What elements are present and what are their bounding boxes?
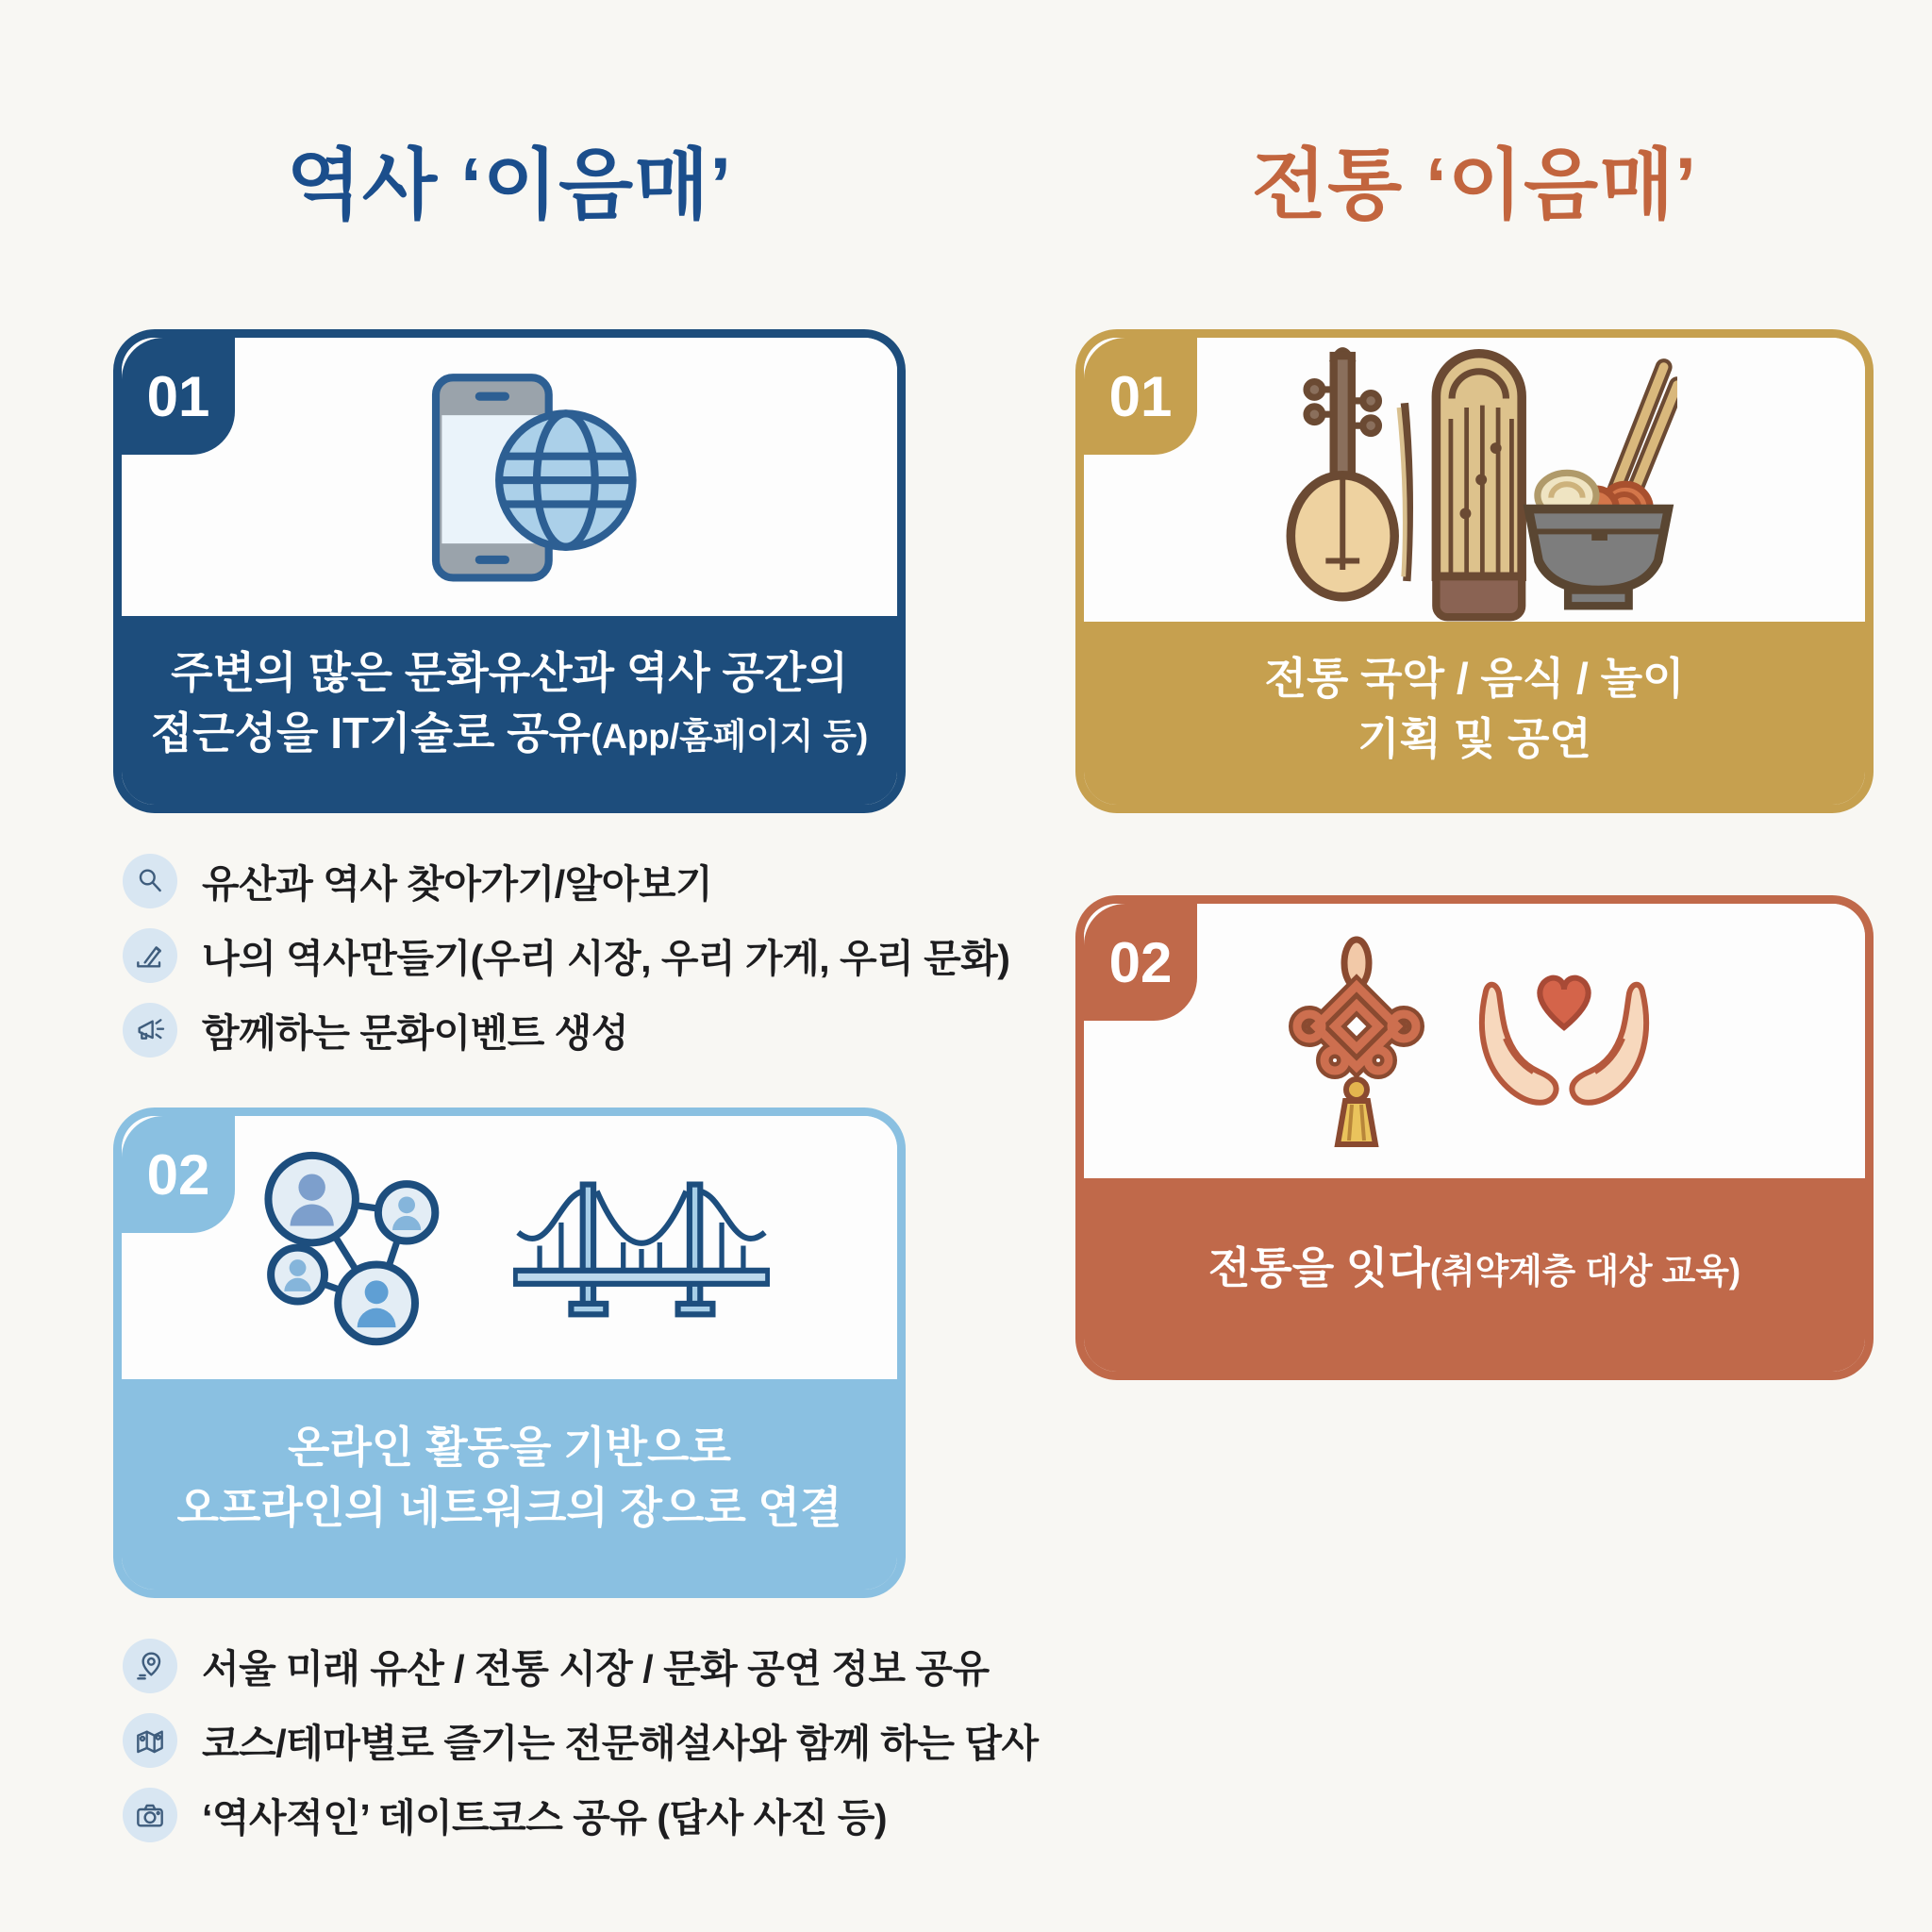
caption-line: 주변의 많은 문화유산과 역사 공간의 [171, 648, 848, 697]
page-title-tradition: 전통 ‘이음매’ [1251, 142, 1698, 228]
list-item-text: 코스/테마별로 즐기는 전문해설사와 함께 하는 답사 [202, 1722, 1039, 1766]
hands-heart-icon [1465, 952, 1663, 1131]
card-caption [1084, 622, 1865, 810]
tradition-column [1075, 0, 1874, 1380]
caption-line: 접근성을 IT기술로 공유(App/홈페이지 등) [150, 708, 869, 758]
korean-instruments-icon [1291, 351, 1522, 617]
magnifier-icon [123, 854, 177, 908]
card-number: 01 [1108, 364, 1173, 428]
card-number: 01 [146, 364, 210, 428]
caption-line: 전통 국악 / 음식 / 놀이 [1264, 654, 1685, 703]
korean-instruments-noodles-icon [1272, 338, 1677, 622]
history-column [113, 0, 1039, 1842]
list-item [123, 927, 1010, 983]
list-item [123, 1787, 906, 1842]
list-item [123, 1712, 1039, 1768]
history-card2-list [113, 1638, 1039, 1842]
caption-line: 오프라인의 네트워크의 장으로 연결 [176, 1482, 842, 1532]
caption-line: 온라인 활동을 기반으로 [288, 1422, 731, 1472]
card-number-badge [122, 338, 235, 455]
list-item-text: 함께하는 문화이벤트 생성 [202, 1011, 628, 1056]
card-number: 02 [146, 1142, 210, 1207]
card-icon-area [1084, 904, 1865, 1178]
globe-icon [499, 413, 632, 546]
location-pin-icon [123, 1639, 177, 1693]
people-network-icon [249, 1147, 475, 1348]
smartphone-globe-icon [381, 371, 638, 585]
pencil-icon [123, 928, 177, 983]
card-icon-area [1084, 338, 1865, 622]
list-item [123, 1638, 990, 1693]
korean-knot-icon [1286, 933, 1427, 1150]
list-item [123, 853, 906, 908]
card-number-badge [122, 1116, 235, 1233]
card-number-badge [1084, 904, 1197, 1021]
history-card-02 [113, 1108, 906, 1598]
bridge-icon [513, 1161, 770, 1335]
page-title-history: 역사 ‘이음매’ [286, 142, 733, 228]
card-icon-area [122, 1116, 897, 1379]
list-item [123, 1002, 906, 1058]
tradition-card-02 [1075, 895, 1874, 1380]
history-card1-list [113, 853, 1010, 1058]
list-item-text: 나의 역사만들기(우리 시장, 우리 가게, 우리 문화) [202, 937, 1010, 981]
list-item-text: ‘역사적인’ 데이트코스 공유 (답사 사진 등) [202, 1796, 887, 1840]
caption-line: 전통을 잇다(취약계층 대상 교육) [1208, 1242, 1741, 1292]
card-number-badge [1084, 338, 1197, 455]
caption-line: 기획 및 공연 [1357, 714, 1591, 764]
map-icon [123, 1713, 177, 1768]
camera-icon [123, 1788, 177, 1842]
card-number: 02 [1108, 930, 1173, 994]
list-item-text: 유산과 역사 찾아가기/알아보기 [202, 862, 713, 907]
megaphone-icon [123, 1003, 177, 1058]
noodle-bowl-icon [1528, 367, 1677, 606]
history-card-01 [113, 329, 906, 813]
list-item-text: 서울 미래 유산 / 전통 시장 / 문화 공연 정보 공유 [202, 1647, 990, 1691]
card-caption [1084, 1178, 1865, 1372]
card-caption [122, 1379, 897, 1590]
card-caption [122, 616, 897, 805]
card-icon-area [122, 338, 897, 616]
tradition-card-01 [1075, 329, 1874, 813]
